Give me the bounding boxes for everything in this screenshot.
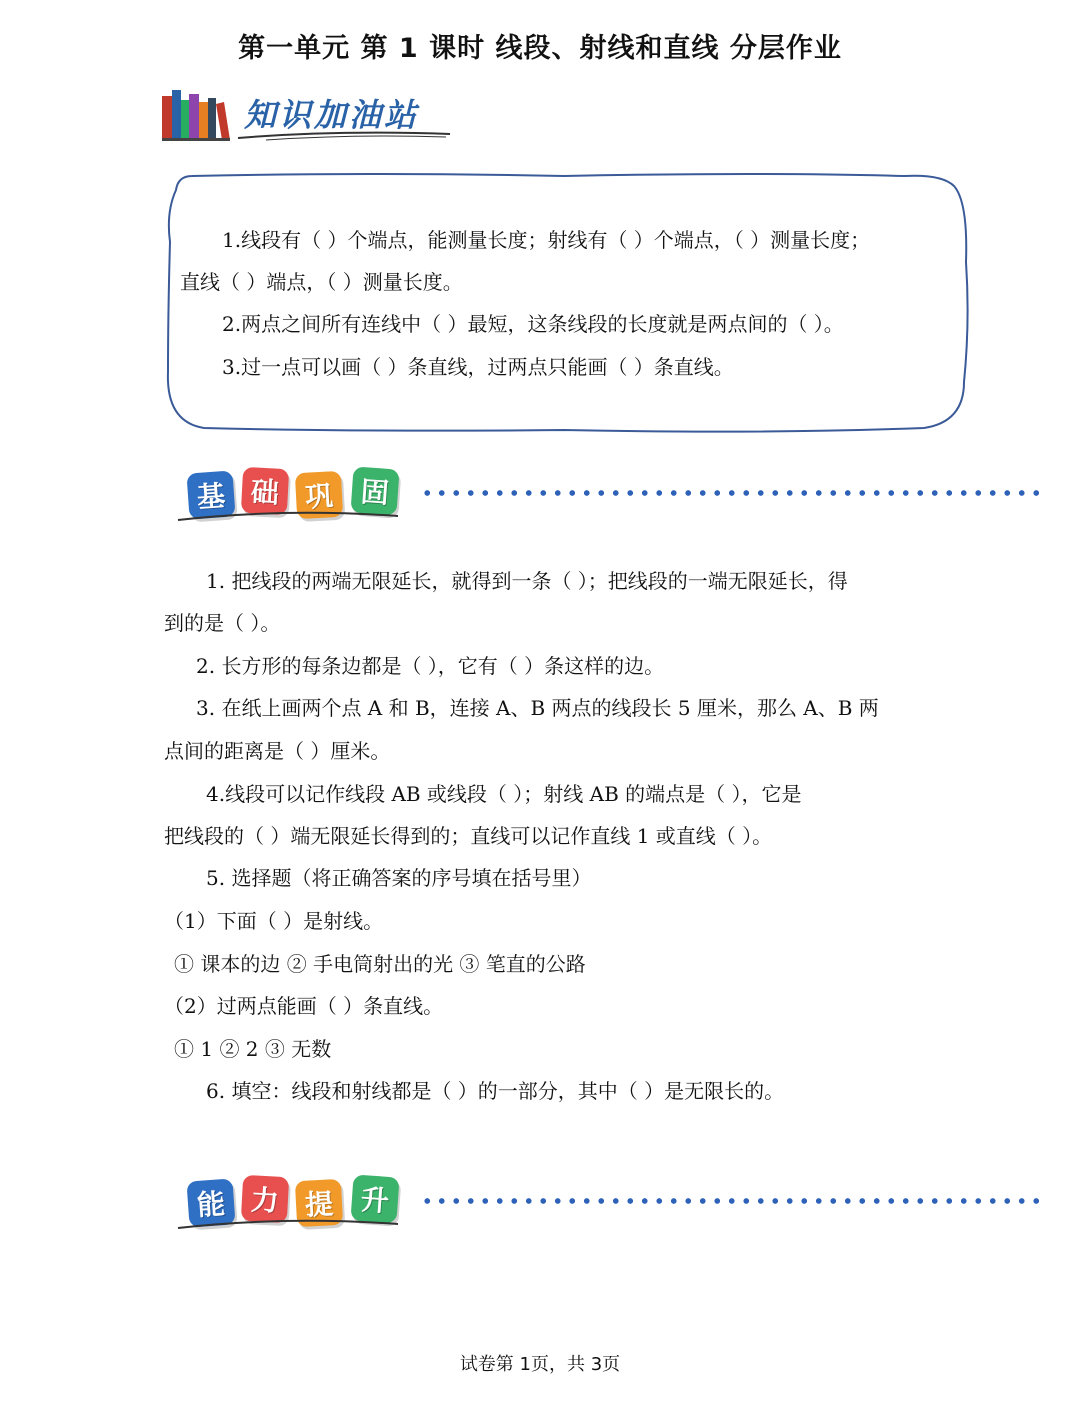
advanced-tile-4: 升 [350,1174,399,1223]
title-underline [236,126,456,142]
basic-q4-line1: 4.线段可以记作线段 AB 或线段（ ）；射线 AB 的端点是（ ），它是 [206,782,802,806]
basic-q3-line1: 3. 在纸上画两个点 A 和 B，连接 A、B 两点的线段长 5 厘米，那么 A、B 两 [196,696,879,720]
basic-q3-line2: 点间的距离是（ ）厘米。 [164,739,391,763]
basic-q5-2: （2）过两点能画（ ）条直线。 [164,994,444,1018]
knowledge-line-3: 2.两点之间所有连线中（ ）最短，这条线段的长度就是两点间的（ ）。 [222,312,844,336]
page-footer: 试卷第 1页，共 3页 [459,1354,621,1375]
advanced-tile-2: 力 [241,1175,289,1223]
basic-q5-2-options: ① 1 ② 2 ③ 无数 [174,1037,332,1061]
advanced-tile-1: 能 [186,1178,235,1227]
basic-dotted-line [420,490,1040,496]
advanced-section-header [180,1174,1040,1244]
basic-tile-4: 固 [350,466,399,515]
knowledge-box-border [164,172,970,434]
knowledge-line-4: 3.过一点可以画（ ）条直线，过两点只能画（ ）条直线。 [222,355,734,379]
basic-tile-1: 基 [186,470,235,519]
basic-q1-line2: 到的是（ ）。 [164,611,281,635]
knowledge-box [164,172,970,434]
basic-tile-3: 巩 [295,471,343,519]
basic-swash [174,506,404,524]
basic-q2: 2. 长方形的每条边都是（ ），它有（ ）条这样的边。 [196,654,665,678]
basic-q1-line1: 1. 把线段的两端无限延长，就得到一条（ ）；把线段的一端无限延长，得 [206,569,848,593]
page-title: 第一单元 第 1 课时 线段、射线和直线 分层作业 [238,33,842,64]
knowledge-title: 知识加油站 [244,96,420,134]
basic-tile-2: 础 [241,467,289,515]
knowledge-line-1: 1.线段有（ ）个端点，能测量长度；射线有（ ）个端点，（ ）测量长度； [222,228,871,252]
books-icon [160,82,232,142]
basic-section-header [180,466,1040,536]
basic-q4-line2: 把线段的（ ）端无限延长得到的；直线可以记作直线 1 或直线（ ）。 [164,824,773,848]
basic-q5-title: 5. 选择题（将正确答案的序号填在括号里） [206,866,592,890]
knowledge-section-header [160,82,460,146]
advanced-tile-3: 提 [295,1179,343,1227]
basic-q5-1-options: ① 课本的边 ② 手电筒射出的光 ③ 笔直的公路 [174,952,586,976]
advanced-swash [174,1214,404,1232]
knowledge-line-2: 直线（ ）端点，（ ）测量长度。 [180,270,463,294]
advanced-dotted-line [420,1198,1040,1204]
basic-q6: 6. 填空：线段和射线都是（ ）的一部分，其中（ ）是无限长的。 [206,1079,785,1103]
basic-q5-1: （1）下面（ ）是射线。 [164,909,384,933]
